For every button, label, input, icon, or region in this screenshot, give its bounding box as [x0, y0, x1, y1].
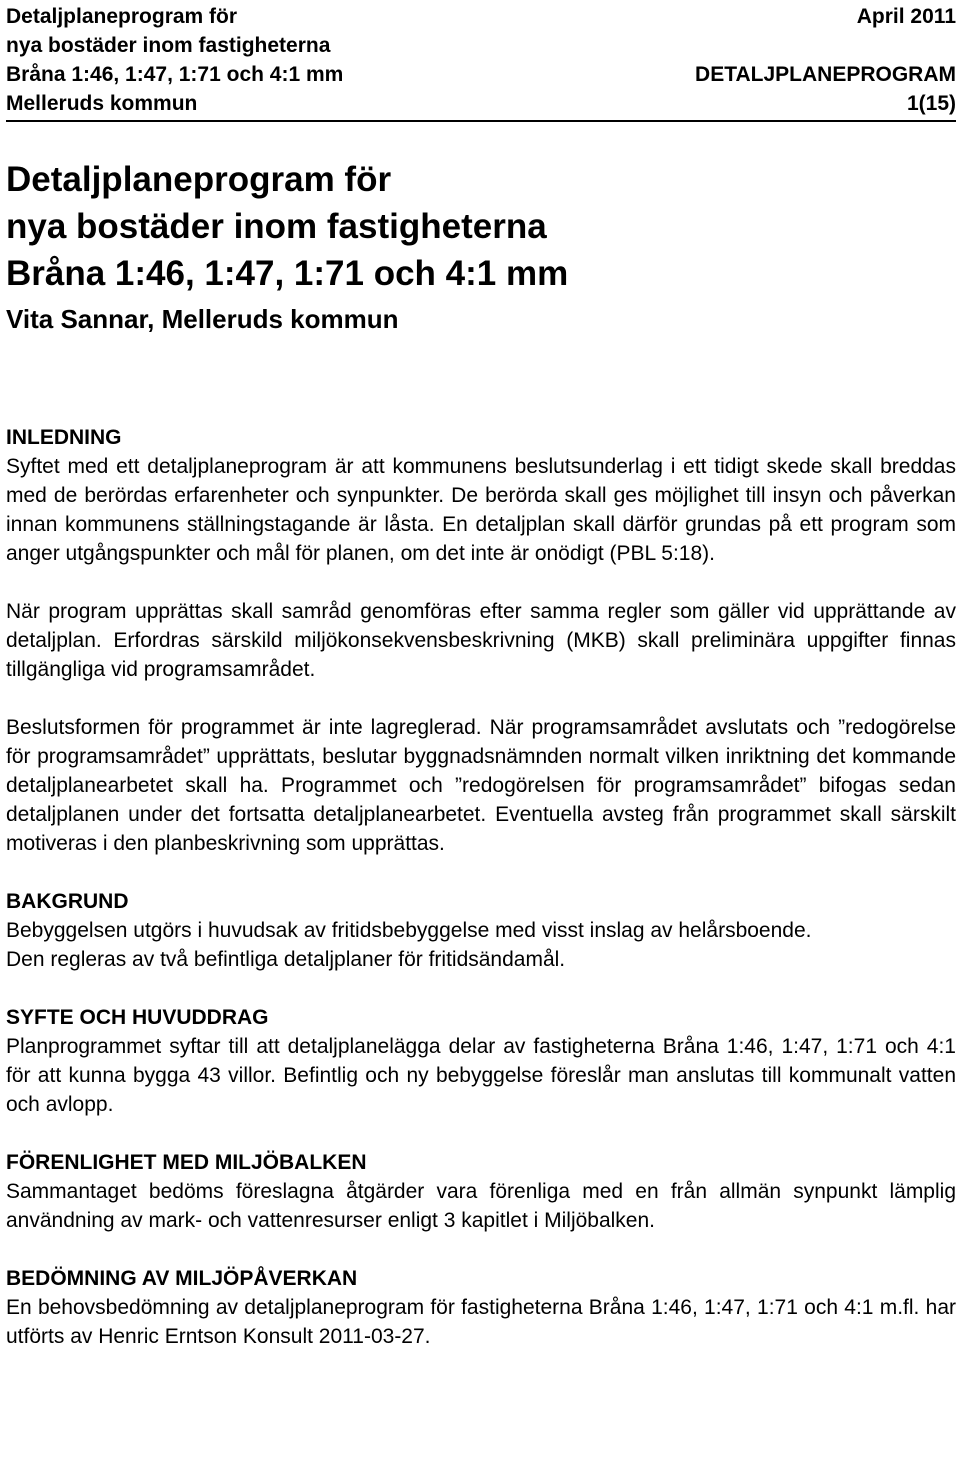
header-date: April 2011: [856, 5, 956, 28]
paragraph-gap: [6, 568, 956, 597]
document-body: [6, 423, 956, 1351]
header-row-2: [6, 31, 956, 60]
paragraph-miljobalken: Sammantaget bedöms föreslagna åtgärder vara förenliga med en från allmän synpunkt lämplig användning av mark- och vattenresurser enligt 3 kapitlet i Miljöbalken.: [6, 1180, 956, 1232]
document-subtitle: Vita Sannar, Melleruds kommun: [6, 304, 399, 334]
paragraph-bakgrund-1: Bebyggelsen utgörs i huvudsak av fritidsbebyggelse med visst inslag av helårsboende.: [6, 919, 812, 942]
section-heading-miljobalken: FÖRENLIGHET MED MILJÖBALKEN: [6, 1151, 367, 1174]
page-header: [6, 0, 956, 122]
paragraph-syfte: Planprogrammet syftar till att detaljplanelägga delar av fastigheterna Bråna 1:46, 1:47, 1:71 och 4:1 för att kunna bygga 43 villor. Befintlig och ny bebyggelse föreslår man anslutas till kommunalt vatten och avlopp.: [6, 1035, 956, 1116]
paragraph-gap: [6, 974, 956, 1003]
header-doc-title-line-1: Detaljplaneprogram för: [6, 5, 238, 28]
section-heading-bakgrund: BAKGRUND: [6, 890, 129, 913]
header-doc-type: DETALJPLANEPROGRAM: [695, 63, 956, 86]
paragraph-inledning-1: Syftet med ett detaljplaneprogram är att kommunens beslutsunderlag i ett tidigt skede skall breddas med de berördas erfarenheter och synpunkter. De berörda skall ges möjlighet till insyn och påverkan innan kommunens ställningstagande är låsta. En detaljplan skall därför grundas på ett program som anger utgångspunkter och mål för planen, om det inte är onödigt (PBL 5:18).: [6, 455, 956, 565]
paragraph-inledning-3: Beslutsformen för programmet är inte lagreglerad. När programsamrådet avslutats och ”redogörelse för programsamrådet” upprättats, beslutar byggnadsnämnden normalt vilken inriktning det kommande detaljplanearbetet skall ha. Programmet och ”redogörelsen för programsamrådet” bifogas sedan detaljplanen under det fortsatta detaljplanearbetet. Eventuella avsteg från programmet skall särskilt motiveras i den planbeskrivning som upprättas.: [6, 716, 956, 855]
page-number: 1(15): [906, 92, 956, 115]
section-heading-bedomning: BEDÖMNING AV MILJÖPÅVERKAN: [6, 1267, 358, 1290]
section-heading-syfte: SYFTE OCH HUVUDDRAG: [6, 1006, 269, 1029]
section-heading-inledning: INLEDNING: [6, 426, 122, 449]
title-line-1: Detaljplaneprogram för: [6, 160, 392, 199]
paragraph-gap: [6, 684, 956, 713]
header-row-1: [6, 2, 956, 31]
paragraph-gap: [6, 1235, 956, 1264]
header-doc-title-line-3: Bråna 1:46, 1:47, 1:71 och 4:1 mm: [6, 63, 344, 86]
document-title: [6, 156, 956, 339]
paragraph-gap: [6, 858, 956, 887]
title-line-2: nya bostäder inom fastigheterna: [6, 207, 547, 246]
paragraph-gap: [6, 1119, 956, 1148]
paragraph-bakgrund-2: Den regleras av två befintliga detaljplaner för fritidsändamål.: [6, 948, 566, 971]
title-line-3: Bråna 1:46, 1:47, 1:71 och 4:1 mm: [6, 254, 569, 293]
header-municipality: Melleruds kommun: [6, 92, 198, 115]
header-row-3: [6, 60, 956, 89]
paragraph-bedomning: En behovsbedömning av detaljplaneprogram för fastigheterna Bråna 1:46, 1:47, 1:71 och 4:1 m.fl. har utförts av Henric Erntson Konsult 2011-03-27.: [6, 1296, 956, 1348]
header-doc-title-line-2: nya bostäder inom fastigheterna: [6, 34, 331, 57]
header-row-4: [6, 89, 956, 118]
paragraph-inledning-2: När program upprättas skall samråd genomföras efter samma regler som gäller vid upprättande av detaljplan. Erfordras särskild miljökonsekvensbeskrivning (MKB) skall preliminära uppgifter finnas tillgängliga vid programsamrådet.: [6, 600, 956, 681]
